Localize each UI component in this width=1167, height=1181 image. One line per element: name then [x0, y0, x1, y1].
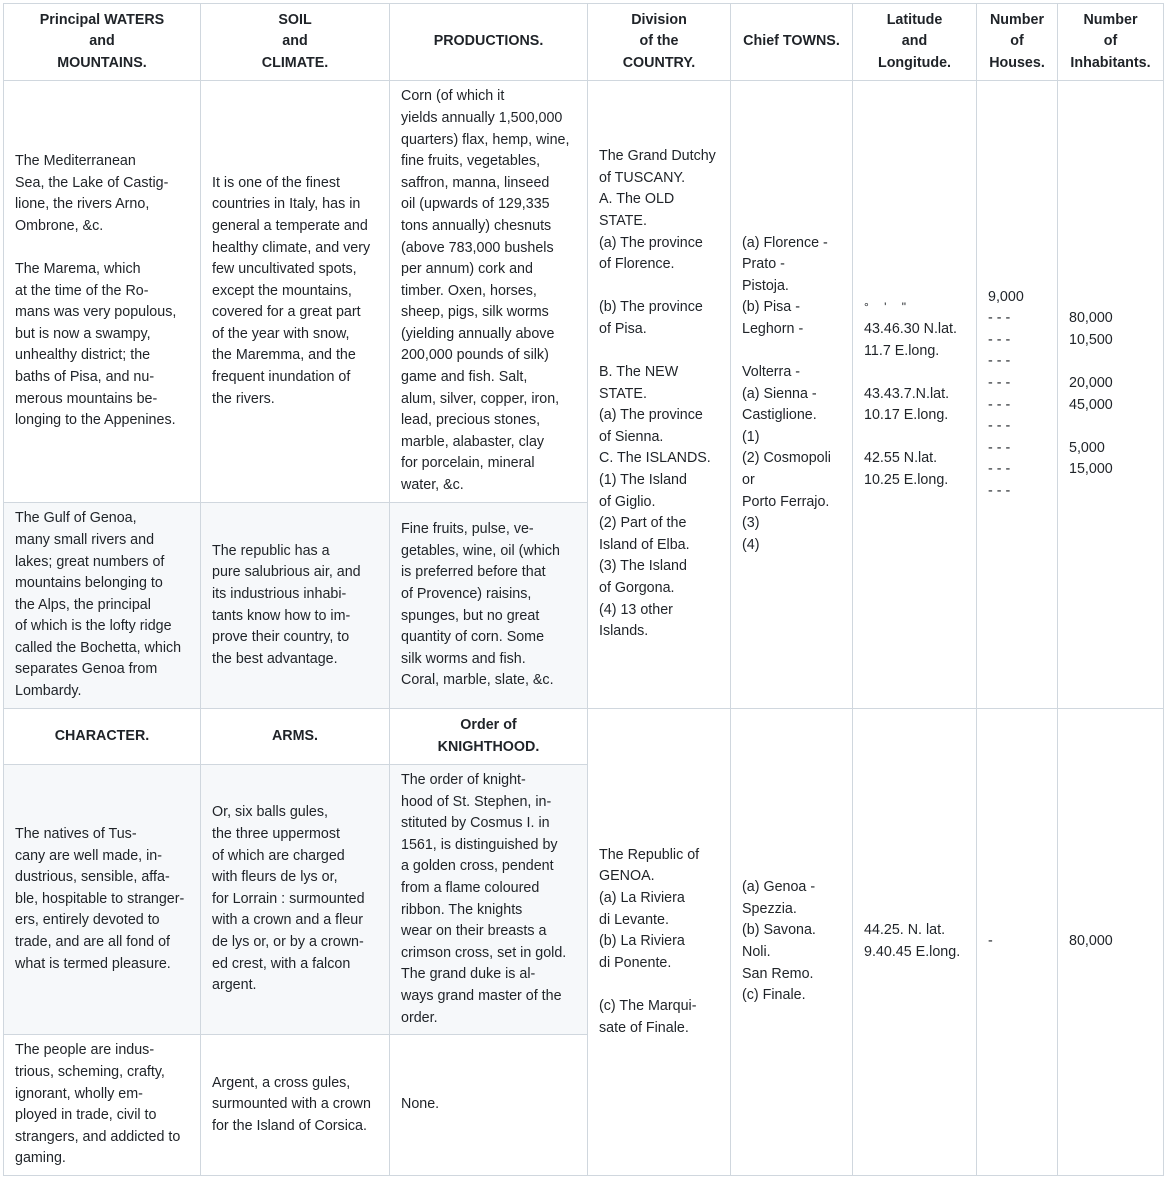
genoa-waters: The Gulf of Genoa, many small rivers and lakes; great numbers of mountains belonging to the Alps, the principal of which is the lofty ridge called the Bochetta, which separates Genoa from Lombardy.: [4, 503, 201, 709]
genoa-arms: Argent, a cross gules, surmounted with a crown for the Island of Corsica.: [201, 1035, 390, 1176]
header-knighthood: Order of KNIGHTHOOD.: [390, 709, 588, 765]
tuscany-waters: The Mediterranean Sea, the Lake of Castig- lione, the rivers Arno, Ombrone, &c. The Marema, which at the time of the Ro- mans was very populous, but is now a swampy, unhealthy district; the baths of Pisa, and nu- merous mountains be- longing to the Appenines.: [4, 81, 201, 503]
genoa-houses: -: [977, 709, 1058, 1176]
tuscany-inhabitants: 80,000 10,500 20,000 45,000 5,000 15,000: [1058, 81, 1164, 709]
tuscany-character: The natives of Tus- cany are well made, in- dustrious, sensible, affa- ble, hospitable to stranger- ers, entirely devoted to trade, and are all fond of what is termed pleasure.: [4, 765, 201, 1035]
tuscany-soil: It is one of the finest countries in Italy, has in general a temperate and healthy climate, and very few uncultivated spots, except the mountains, covered for a great part of the year with snow, the Maremma, and the frequent inundation of the rivers.: [201, 81, 390, 503]
tuscany-knighthood: The order of knight- hood of St. Stephen, in- stituted by Cosmus I. in 1561, is distinguished by a golden cross, pendent from a flame coloured ribbon. The knights wear on their breasts a crimson cross, set in gold. The grand duke is al- ways grand master of the order.: [390, 765, 588, 1035]
header-soil: SOIL and CLIMATE.: [201, 4, 390, 81]
header-waters: Principal WATERS and MOUNTAINS.: [4, 4, 201, 81]
genoa-latlong: 44.25. N. lat. 9.40.45 E.long.: [853, 709, 977, 1176]
header-houses: Number of Houses.: [977, 4, 1058, 81]
genoa-inhabitants: 80,000: [1058, 709, 1164, 1176]
tuscany-houses: 9,000 - - - - - - - - - - - - - - - - - - - - - - - - - - -: [977, 81, 1058, 709]
header-row: [4, 4, 1164, 81]
geography-table: [3, 3, 1164, 1176]
genoa-character: The people are indus- trious, scheming, crafty, ignorant, wholly em- ployed in trade, civil to strangers, and addicted to gaming.: [4, 1035, 201, 1176]
tuscany-latlong: 43.46.30 N.lat. 11.7 E.long. 43.43.7.N.lat. 10.17 E.long. 42.55 N.lat. 10.25 E.long.: [864, 320, 957, 489]
genoa-towns: (a) Genoa - Spezzia. (b) Savona. Noli. San Remo. (c) Finale.: [731, 709, 853, 1176]
header-arms: ARMS.: [201, 709, 390, 765]
header-inhabitants: Number of Inhabitants.: [1058, 4, 1164, 81]
tuscany-productions: Corn (of which it yields annually 1,500,000 quarters) flax, hemp, wine, fine fruits, vegetables, saffron, manna, linseed oil (upwards of 129,335 tons annually) chesnuts (above 783,000 bushels per annum) cork and timber. Oxen, horses, sheep, pigs, silk worms (yielding annually above 200,000 pounds of silk) game and fish. Salt, alum, silver, copper, iron, lead, precious stones, marble, alabaster, clay for porcelain, mineral water, &c.: [390, 81, 588, 503]
degree-symbols: ° ' ": [864, 300, 913, 315]
header-latlong: Latitude and Longitude.: [853, 4, 977, 81]
tuscany-towns: (a) Florence - Prato - Pistoja. (b) Pisa - Leghorn - Volterra - (a) Sienna - Castiglione. (1) (2) Cosmopoli or Porto Ferrajo. (3) (4): [731, 81, 853, 709]
tuscany-division: The Grand Dutchy of TUSCANY. A. The OLD STATE. (a) The province of Florence. (b) The province of Pisa. B. The NEW STATE. (a) The province of Sienna. C. The ISLANDS. (1) The Island of Giglio. (2) Part of the Island of Elba. (3) The Island of Gorgona. (4) 13 other Islands.: [588, 81, 731, 709]
header-row-2: [4, 709, 1164, 765]
header-productions: PRODUCTIONS.: [390, 4, 588, 81]
genoa-knighthood: None.: [390, 1035, 588, 1176]
tuscany-latlong-cell: [853, 81, 977, 709]
table-row: [4, 81, 1164, 503]
header-character: CHARACTER.: [4, 709, 201, 765]
genoa-division: The Republic of GENOA. (a) La Riviera di Levante. (b) La Riviera di Ponente. (c) The Marqui- sate of Finale.: [588, 709, 731, 1176]
genoa-soil: The republic has a pure salubrious air, and its industrious inhabi- tants know how to im- prove their country, to the best advantage.: [201, 503, 390, 709]
genoa-productions: Fine fruits, pulse, ve- getables, wine, oil (which is preferred before that of Provence) raisins, spunges, but no great quantity of corn. Some silk worms and fish. Coral, marble, slate, &c.: [390, 503, 588, 709]
header-division: Division of the COUNTRY.: [588, 4, 731, 81]
tuscany-arms: Or, six balls gules, the three uppermost of which are charged with fleurs de lys or, for Lorrain : surmounted with a crown and a fleur de lys or, or by a crown- ed crest, with a falcon argent.: [201, 765, 390, 1035]
header-towns: Chief TOWNS.: [731, 4, 853, 81]
